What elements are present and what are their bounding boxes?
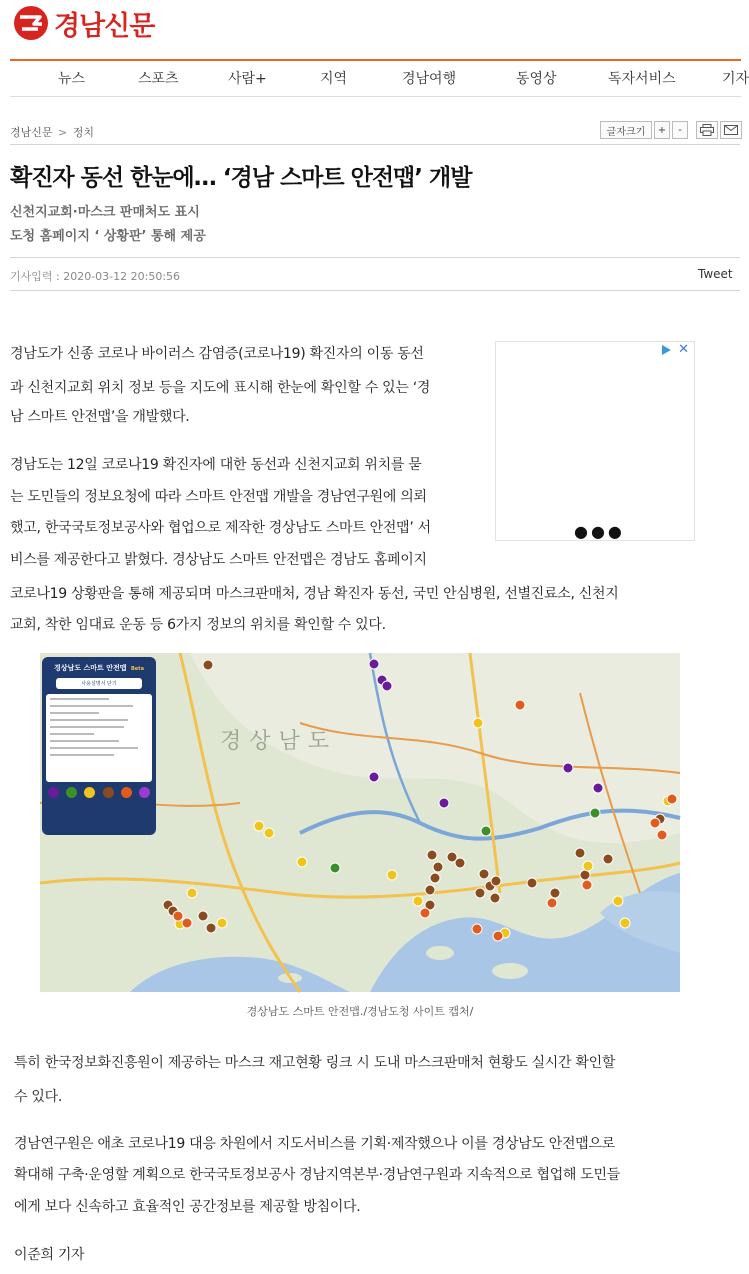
body-text-line: 경남도는 12일 코로나19 확진자에 대한 동선과 신천지교회 위치를 묻 bbox=[10, 457, 422, 473]
breadcrumb-separator: > bbox=[58, 126, 68, 139]
body-text-line: 확대해 구축·운영할 계획으로 한국국토정보공사 경남지역본부·경남연구원과 지속적으로 협업해 도민들 bbox=[14, 1167, 620, 1183]
nav-item-travel[interactable]: 경남여행 bbox=[402, 71, 457, 87]
article-date: 기사입력 : 2020-03-12 20:50:56 bbox=[10, 270, 181, 283]
body-text-line: 했고, 한국국토정보공사와 협업으로 제작한 경상남도 스마트 안전맵’ 서 bbox=[10, 520, 431, 536]
body-text-line: 비스를 제공한다고 밝혔다. 경상남도 스마트 안전맵은 경남도 홈페이지 bbox=[10, 552, 427, 568]
body-text-line: 경남도가 신종 코로나 바이러스 감염증(코로나19) 확진자의 이동 동선 bbox=[10, 346, 424, 362]
body-text-line: 수 있다. bbox=[14, 1089, 62, 1105]
article-subtitle-1: 신천지교회·마스크 판매처도 표시 bbox=[10, 205, 200, 220]
article-subtitle-2: 도청 홈페이지 ‘ 상황판’ 통해 제공 bbox=[10, 229, 206, 244]
print-icon bbox=[700, 124, 714, 136]
layer-confirmed-icon bbox=[48, 787, 59, 798]
body-text-line: 특히 한국정보화진흥원이 제공하는 마스크 재고현황 링크 시 도내 마스크판매처 현황도 실시간 확인할 bbox=[14, 1055, 616, 1071]
breadcrumb bbox=[10, 124, 94, 140]
nav-item-news[interactable]: 뉴스 bbox=[58, 71, 86, 87]
map-panel-layer-icons bbox=[46, 787, 152, 798]
body-text-line: 남 스마트 안전맵’을 개발했다. bbox=[10, 409, 190, 425]
layer-mask-icon bbox=[103, 787, 114, 798]
body-text-line: 과 신천지교회 위치 정보 등을 지도에 표시해 한눈에 확인할 수 있는 ‘경 bbox=[10, 380, 431, 396]
body-text-line: 에게 보다 신속하고 효율적인 공간정보를 제공할 방침이다. bbox=[14, 1199, 361, 1215]
nav-item-reporter[interactable]: 기자 bbox=[722, 71, 749, 87]
nav-item-region[interactable]: 지역 bbox=[320, 71, 348, 87]
breadcrumb-home[interactable]: 경남신문 bbox=[10, 126, 53, 139]
body-text-line: 교회, 착한 임대료 운동 등 6가지 정보의 위치를 확인할 수 있다. bbox=[10, 617, 386, 633]
adchoices-icon[interactable] bbox=[660, 344, 672, 356]
divider bbox=[10, 290, 740, 291]
main-nav bbox=[10, 59, 749, 97]
nav-item-people[interactable]: 사람+ bbox=[228, 71, 267, 87]
layer-church-icon bbox=[121, 787, 132, 798]
font-size-increase-button[interactable]: + bbox=[654, 121, 670, 139]
layer-hospital-icon bbox=[66, 787, 77, 798]
article-tools bbox=[600, 121, 744, 139]
email-icon bbox=[724, 125, 738, 135]
advertisement[interactable] bbox=[495, 341, 695, 541]
map-panel-info-box bbox=[46, 694, 152, 782]
breadcrumb-section[interactable]: 정치 bbox=[72, 126, 94, 139]
image-caption: 경상남도 스마트 안전맵./경남도청 사이트 캡처/ bbox=[246, 1005, 474, 1018]
map-region-label: 경상남도 bbox=[220, 729, 338, 754]
body-text-line: 코로나19 상황판을 통해 제공되며 마스크판매처, 경남 확진자 동선, 국민 안심병원, 선별진료소, 신천지 bbox=[10, 586, 619, 602]
logo-text: 경남신문 bbox=[54, 10, 155, 42]
article-title: 확진자 동선 한눈에… ‘경남 스마트 안전맵’ 개발 bbox=[10, 165, 472, 191]
print-button[interactable] bbox=[696, 121, 718, 139]
map-panel-badge: Beta bbox=[130, 666, 144, 672]
layer-clinic-icon bbox=[84, 787, 95, 798]
map-legend-panel bbox=[42, 657, 156, 835]
tweet-button[interactable]: Tweet bbox=[698, 267, 733, 281]
close-icon[interactable]: ✕ bbox=[678, 342, 689, 357]
map-panel-title: 경상남도 스마트 안전맵 Beta bbox=[54, 664, 144, 672]
ad-loading-dots: ●●● bbox=[574, 522, 625, 541]
divider bbox=[10, 257, 740, 258]
nav-item-sports[interactable]: 스포츠 bbox=[138, 71, 179, 87]
font-size-decrease-button[interactable]: - bbox=[672, 121, 688, 139]
divider bbox=[10, 144, 740, 145]
map-panel-manual-button: 사용설명서 닫기 bbox=[56, 678, 142, 689]
layer-rent-icon bbox=[139, 787, 150, 798]
nav-item-reader-service[interactable]: 독자서비스 bbox=[608, 71, 676, 87]
body-text-line: 경남연구원은 애초 코로나19 대응 차원에서 지도서비스를 기획·제작했으나 이를 경상남도 안전맵으로 bbox=[14, 1136, 615, 1152]
nav-item-video[interactable]: 동영상 bbox=[516, 71, 557, 87]
font-size-label: 글자크기 bbox=[600, 121, 652, 139]
body-text-line: 는 도민들의 정보요청에 따라 스마트 안전맵 개발을 경남연구원에 의뢰 bbox=[10, 489, 427, 505]
article-byline: 이준희 기자 bbox=[14, 1247, 85, 1263]
site-logo[interactable] bbox=[12, 4, 154, 42]
email-button[interactable] bbox=[720, 121, 742, 139]
logo-emblem-icon bbox=[12, 4, 50, 42]
article-image-map bbox=[40, 653, 680, 992]
